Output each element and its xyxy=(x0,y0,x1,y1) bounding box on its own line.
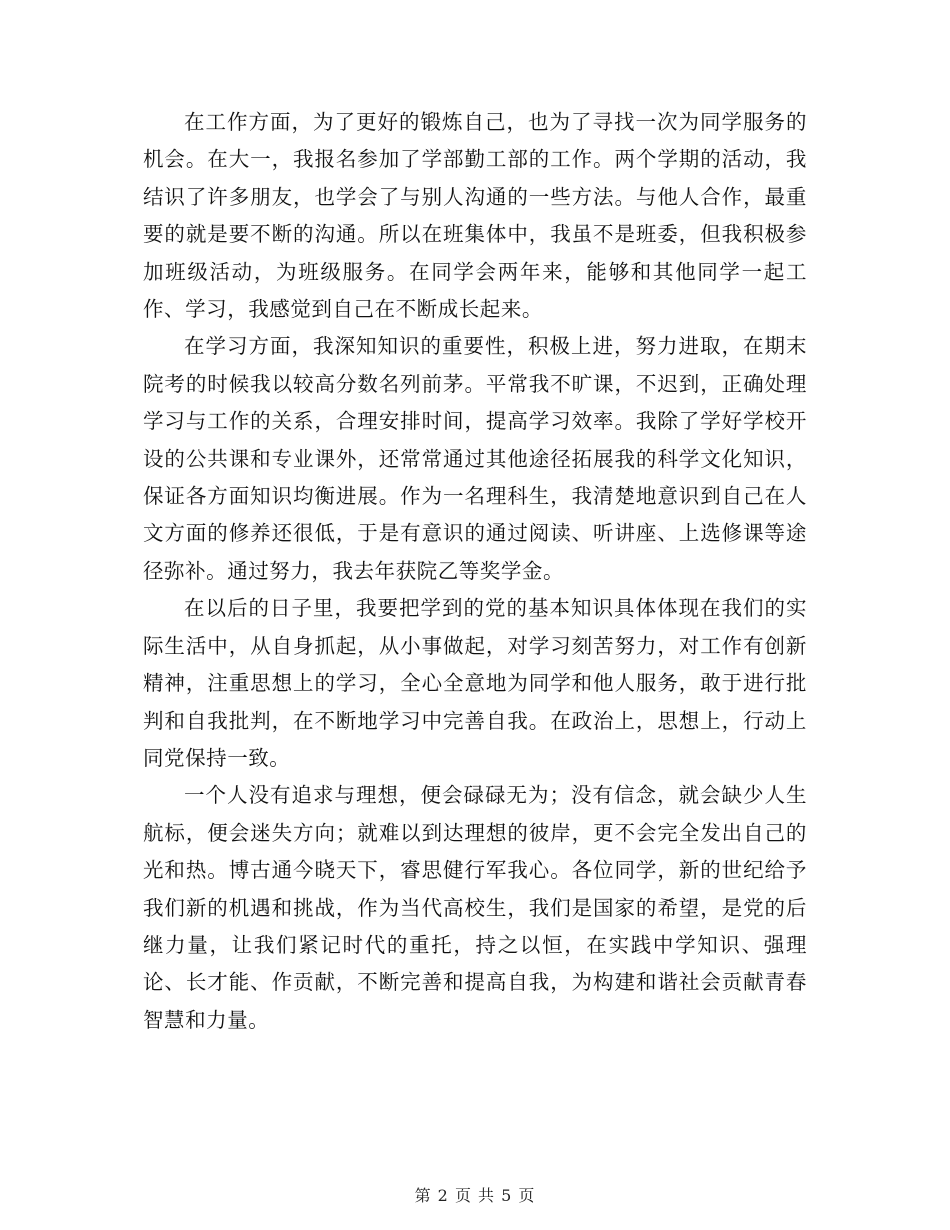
page-footer xyxy=(0,1183,950,1206)
page-number: 第 2 页 共 5 页 xyxy=(414,1186,536,1205)
paragraph-ideals: 一个人没有追求与理想，便会碌碌无为；没有信念，就会缺少人生航标，便会迷失方向；就难以到达理想的彼岸，更不会完全发出自己的光和热。博古通今晓天下，睿思健行军我心。各位同学，新的世纪给予我们新的机遇和挑战，作为当代高校生，我们是国家的希望，是党的后继力量，让我们紧记时代的重托，持之以恒，在实践中学知识、强理论、长才能、作贡献，不断完善和提高自我，为构建和谐社会贡献青春智慧和力量。 xyxy=(143,783,807,1032)
paragraph-study: 在学习方面，我深知知识的重要性，积极上进，努力进取，在期末院考的时候我以较高分数名列前茅。平常我不旷课，不迟到，正确处理学习与工作的关系，合理安排时间，提高学习效率。我除了学好学校开设的公共课和专业课外，还常常通过其他途径拓展我的科学文化知识，保证各方面知识均衡进展。作为一名理科生，我清楚地意识到自己在人文方面的修养还很低，于是有意识的通过阅读、听讲座、上选修课等途径弥补。通过努力，我去年获院乙等奖学金。 xyxy=(143,334,807,583)
paragraph-future: 在以后的日子里，我要把学到的党的基本知识具体体现在我们的实际生活中，从自身抓起，从小事做起，对学习刻苦努力，对工作有创新精神，注重思想上的学习，全心全意地为同学和他人服务，敢于进行批判和自我批判，在不断地学习中完善自我。在政治上，思想上，行动上同党保持一致。 xyxy=(143,596,807,770)
document-body xyxy=(143,104,807,1039)
paragraph-work: 在工作方面，为了更好的锻炼自己，也为了寻找一次为同学服务的机会。在大一，我报名参加了学部勤工部的工作。两个学期的活动，我结识了许多朋友，也学会了与别人沟通的一些方法。与他人合作，最重要的就是要不断的沟通。所以在班集体中，我虽不是班委，但我积极参加班级活动，为班级服务。在同学会两年来，能够和其他同学一起工作、学习，我感觉到自己在不断成长起来。 xyxy=(143,110,807,322)
